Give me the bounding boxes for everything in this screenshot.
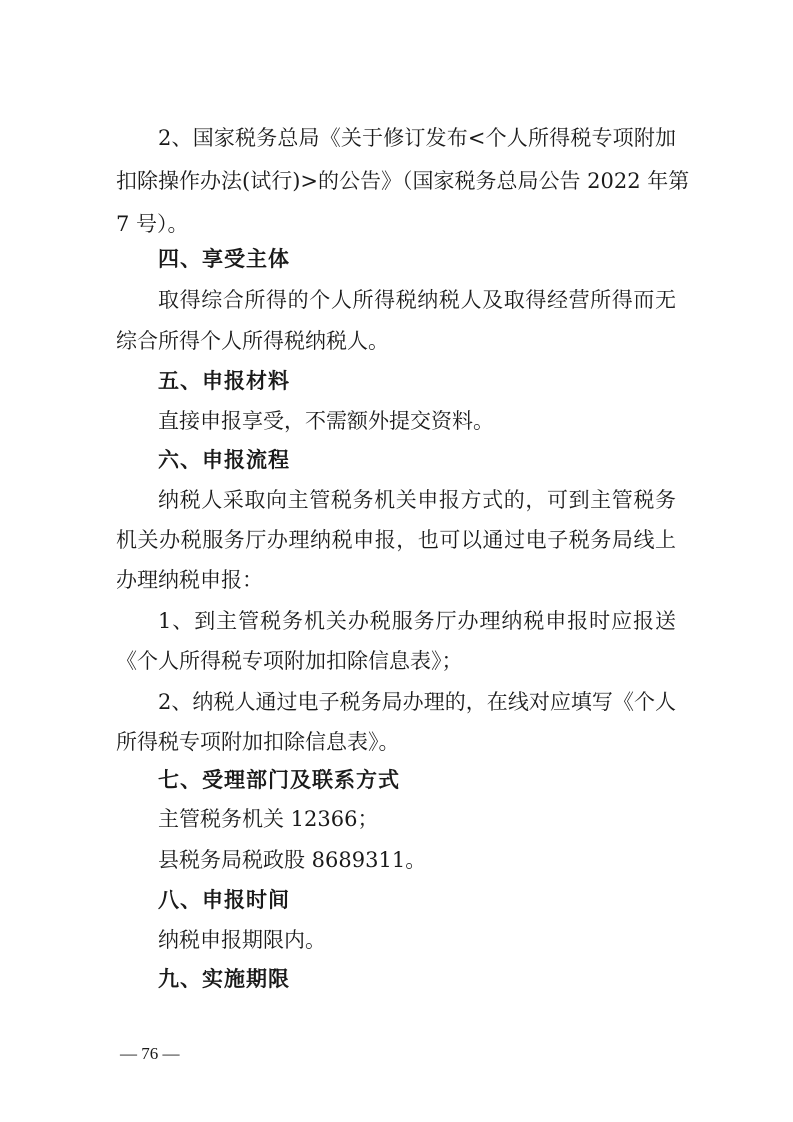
list-item-line: 2、纳税人通过电子税务局办理的，在线对应填写《个人 xyxy=(158,690,676,714)
section-heading-7: 七、受理部门及联系方式 xyxy=(158,767,400,792)
list-item-line: 《个人所得税专项附加扣除信息表》； xyxy=(116,649,463,673)
section-heading-5: 五、申报材料 xyxy=(158,368,290,393)
contact-line: 县税务局税政股 8689311。 xyxy=(158,848,427,872)
section-heading-9: 九、实施期限 xyxy=(158,966,290,991)
section-heading-6: 六、申报流程 xyxy=(158,447,290,472)
section-heading-8: 八、申报时间 xyxy=(158,887,290,912)
section-heading-4: 四、享受主体 xyxy=(158,246,290,271)
paragraph-line: 机关办税服务厅办理纳税申报，也可以通过电子税务局线上 xyxy=(116,528,676,552)
paragraph-line: 纳税申报期限内。 xyxy=(158,928,326,952)
list-item-line: 1、到主管税务机关办税服务厅办理纳税申报时应报送 xyxy=(158,609,676,633)
list-item-line: 所得税专项附加扣除信息表》。 xyxy=(116,730,400,754)
contact-line: 主管税务机关 12366； xyxy=(158,807,379,831)
paragraph-line: 扣除操作办法(试行)>的公告》（国家税务总局公告 2022 年第 xyxy=(116,169,690,193)
paragraph-line: 办理纳税申报： xyxy=(116,568,263,592)
paragraph-line: 2、国家税务总局《关于修订发布<个人所得税专项附加 xyxy=(158,126,676,150)
paragraph-line: 纳税人采取向主管税务机关申报方式的，可到主管税务 xyxy=(158,488,676,512)
paragraph-line: 取得综合所得的个人所得税纳税人及取得经营所得而无 xyxy=(158,288,676,312)
paragraph-line: 综合所得个人所得税纳税人。 xyxy=(116,329,389,353)
paragraph-line: 直接申报享受，不需额外提交资料。 xyxy=(158,409,494,433)
page-number: — 76 — xyxy=(120,1044,180,1063)
paragraph-line: 7 号）。 xyxy=(116,212,189,236)
